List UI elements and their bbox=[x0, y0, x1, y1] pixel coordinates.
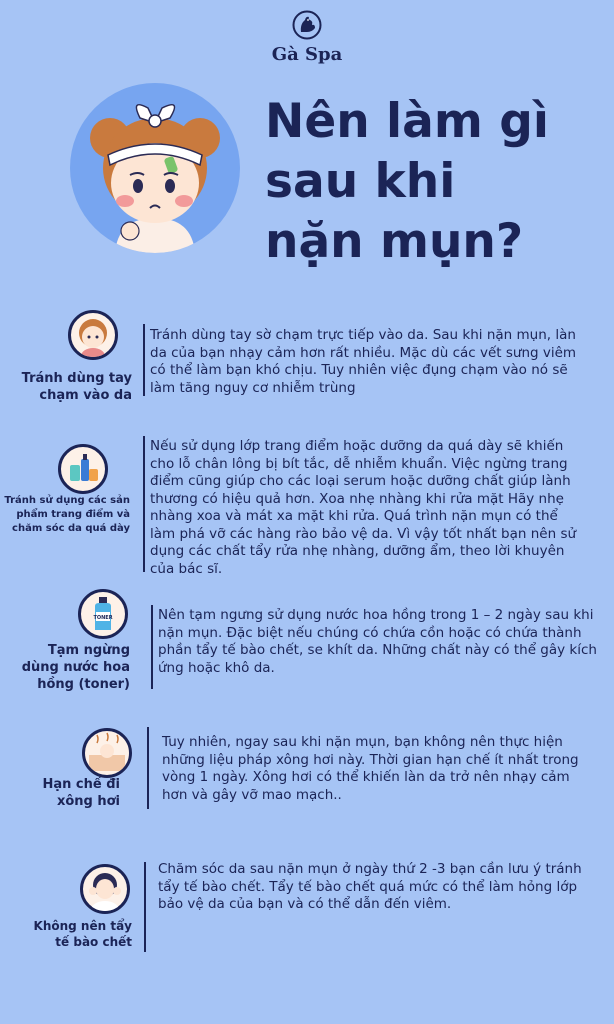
divider bbox=[151, 605, 153, 689]
divider bbox=[143, 436, 145, 572]
tip-title-3: Tạm ngừng dùng nước hoa hồng (toner) bbox=[21, 643, 130, 692]
tip-body-1: Tránh dùng tay sờ chạm trực tiếp vào da. Sau khi nặn mụn, làn da của bạn nhạy cảm hơn rất nhiều. Mặc dù các vết sưng viêm có thể làm bạn khó chịu. Tuy nhiên việc đụng chạm vào nó sẽ làm tăng nguy cơ nhiễm trùng bbox=[150, 327, 577, 396]
sauna-icon bbox=[82, 728, 132, 778]
face-scrub-icon bbox=[80, 864, 130, 914]
tip-title-4: Hạn chế đi xông hơi bbox=[42, 777, 120, 809]
tip-body-3: Nên tạm ngưng sử dụng nước hoa hồng trong 1 – 2 ngày sau khi nặn mụn. Đặc biệt nếu chúng có chứa cồn hoặc có chứa thành phần tẩy tế bào chết, se khít da. Những chất này có thể gây kích ứng hoặc khô da. bbox=[158, 607, 597, 676]
tip-title-5: Không nên tẩy tế bào chết bbox=[33, 919, 132, 949]
title-line-2: sau khi bbox=[265, 154, 456, 209]
cosmetics-icon bbox=[58, 444, 108, 494]
tip-body-2: Nếu sử dụng lớp trang điểm hoặc dưỡng da quá dày sẽ khiến cho lỗ chân lông bị bít tắc, dễ nhiễm khuẩn. Việc ngừng trang điểm cũng giúp cho các loại serum hoặc dưỡng chất giúp lành thương có hiệu quả hơn. Xoa nhẹ nhàng khi rửa mặt Hãy nhẹ nhàng xoa và mát xa mặt khi rửa. Quá trình nặn mụn có thể làm phá vỡ các hàng rào bảo vệ da. Vì vậy tốt nhất bạn nên sử dụng các chất tẩy rửa nhẹ nhàng, dưỡng ẩm, theo lời khuyên của bác sĩ. bbox=[150, 438, 577, 577]
tip-body-5: Chăm sóc da sau nặn mụn ở ngày thứ 2 -3 bạn cần lưu ý tránh tẩy tế bào chết. Tẩy tế bào chết quá mức có thể làm hỏng lớp bảo vệ da của bạn và có thể dẫn đến viêm. bbox=[158, 861, 582, 912]
hero-illustration bbox=[70, 83, 240, 253]
tip-title-2: Tránh sử dụng các sản phẩm trang điểm và chăm sóc da quá dày bbox=[4, 495, 130, 534]
rooster-icon bbox=[292, 10, 322, 40]
tip-title-1: Tránh dùng tay chạm vào da bbox=[21, 371, 132, 403]
divider bbox=[144, 862, 146, 952]
title-line-3: nặn mụn? bbox=[265, 214, 524, 269]
tip-body-4: Tuy nhiên, ngay sau khi nặn mụn, bạn không nên thực hiện những liệu pháp xông hơi này. Thời gian hạn chế ít nhất trong vòng 1 ngày. Xông hơi có thể khiến làn da trở nên nhạy cảm hơn và gây vỡ mao mạch.. bbox=[162, 734, 579, 803]
divider bbox=[147, 727, 149, 809]
divider bbox=[143, 324, 145, 396]
toner-bottle-icon bbox=[78, 589, 128, 639]
brand-header bbox=[0, 10, 614, 65]
toner-label: TONER bbox=[93, 615, 113, 621]
face-touch-icon bbox=[68, 310, 118, 360]
page-title bbox=[265, 92, 605, 272]
brand-name: Gà Spa bbox=[271, 44, 343, 65]
title-line-1: Nên làm gì bbox=[265, 94, 549, 149]
